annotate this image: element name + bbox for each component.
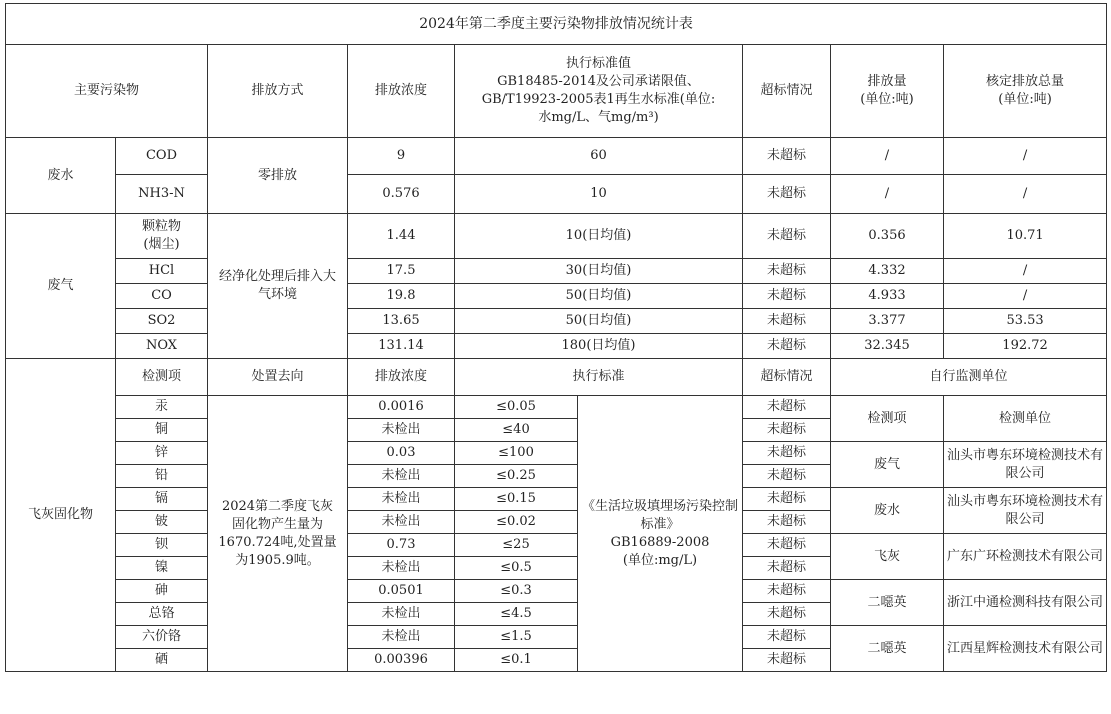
ww-method: 零排放 — [208, 138, 348, 214]
ww-status: 未超标 — [743, 138, 831, 175]
header-concentration: 排放浓度 — [348, 45, 455, 138]
wg-amount: 3.377 — [831, 309, 944, 334]
header-amount: 排放量 (单位:吨) — [831, 45, 944, 138]
fa-item: 总铬 — [116, 603, 208, 626]
fa-item: 六价铬 — [116, 626, 208, 649]
fa-limit: ≤4.5 — [455, 603, 578, 626]
fa-header-exceed: 超标情况 — [743, 359, 831, 396]
header-method: 排放方式 — [208, 45, 348, 138]
wg-total: 10.71 — [944, 214, 1107, 259]
fa-monitor-unit-header: 检测单位 — [944, 396, 1107, 442]
fa-conc: 0.73 — [348, 534, 455, 557]
fa-item: 镉 — [116, 488, 208, 511]
fa-status: 未超标 — [743, 649, 831, 672]
ww-conc: 9 — [348, 138, 455, 175]
wg-method: 经净化处理后排入大气环境 — [208, 214, 348, 359]
fa-conc: 0.0501 — [348, 580, 455, 603]
wg-status: 未超标 — [743, 284, 831, 309]
fa-status: 未超标 — [743, 488, 831, 511]
fa-conc: 未检出 — [348, 557, 455, 580]
fa-monitor-unit: 广东广环检测技术有限公司 — [944, 534, 1107, 580]
wg-item: SO2 — [116, 309, 208, 334]
wg-item: HCl — [116, 259, 208, 284]
fa-item: 铍 — [116, 511, 208, 534]
wg-amount: 4.332 — [831, 259, 944, 284]
fa-status: 未超标 — [743, 419, 831, 442]
fa-limit: ≤0.05 — [455, 396, 578, 419]
fa-item: 汞 — [116, 396, 208, 419]
fa-monitor-item-header: 检测项 — [831, 396, 944, 442]
fa-header-standard: 执行标准 — [455, 359, 743, 396]
fa-conc: 0.03 — [348, 442, 455, 465]
wg-std: 50(日均值) — [455, 284, 743, 309]
fa-conc: 0.0016 — [348, 396, 455, 419]
fa-limit: ≤0.15 — [455, 488, 578, 511]
wg-total: 192.72 — [944, 334, 1107, 359]
fa-conc: 未检出 — [348, 511, 455, 534]
fa-status: 未超标 — [743, 580, 831, 603]
ww-status: 未超标 — [743, 175, 831, 214]
fa-header-disposal: 处置去向 — [208, 359, 348, 396]
wg-status: 未超标 — [743, 259, 831, 284]
ww-item: NH3-N — [116, 175, 208, 214]
wg-std: 50(日均值) — [455, 309, 743, 334]
wg-conc: 17.5 — [348, 259, 455, 284]
fa-limit: ≤1.5 — [455, 626, 578, 649]
fa-monitor-item: 二噁英 — [831, 580, 944, 626]
fa-limit: ≤0.5 — [455, 557, 578, 580]
fa-disposal: 2024第二季度飞灰固化物产生量为1670.724吨,处置量为1905.9吨。 — [208, 396, 348, 672]
category-flyash: 飞灰固化物 — [6, 359, 116, 672]
fa-header-item: 检测项 — [116, 359, 208, 396]
wg-item: CO — [116, 284, 208, 309]
fa-item: 镍 — [116, 557, 208, 580]
fa-item: 硒 — [116, 649, 208, 672]
fa-limit: ≤0.3 — [455, 580, 578, 603]
fa-monitor-unit: 汕头市粤东环境检测技术有限公司 — [944, 442, 1107, 488]
wg-conc: 131.14 — [348, 334, 455, 359]
wg-item: 颗粒物 (烟尘) — [116, 214, 208, 259]
fa-conc: 未检出 — [348, 465, 455, 488]
fa-limit: ≤0.1 — [455, 649, 578, 672]
wg-std: 30(日均值) — [455, 259, 743, 284]
header-pollutant: 主要污染物 — [6, 45, 208, 138]
fa-conc: 未检出 — [348, 488, 455, 511]
fa-status: 未超标 — [743, 557, 831, 580]
fa-limit: ≤40 — [455, 419, 578, 442]
fa-conc: 未检出 — [348, 419, 455, 442]
fa-status: 未超标 — [743, 603, 831, 626]
ww-amount: / — [831, 175, 944, 214]
fa-header-monitor: 自行监测单位 — [831, 359, 1107, 396]
fa-header-conc: 排放浓度 — [348, 359, 455, 396]
wg-total: / — [944, 284, 1107, 309]
wg-conc: 19.8 — [348, 284, 455, 309]
table-title: 2024年第二季度主要污染物排放情况统计表 — [6, 4, 1107, 45]
wg-amount: 4.933 — [831, 284, 944, 309]
fa-item: 铜 — [116, 419, 208, 442]
header-total: 核定排放总量 (单位:吨) — [944, 45, 1107, 138]
fa-status: 未超标 — [743, 534, 831, 557]
fa-item: 砷 — [116, 580, 208, 603]
category-wastegas: 废气 — [6, 214, 116, 359]
fa-limit: ≤100 — [455, 442, 578, 465]
fa-limit: ≤25 — [455, 534, 578, 557]
fa-conc: 0.00396 — [348, 649, 455, 672]
ww-total: / — [944, 138, 1107, 175]
ww-conc: 0.576 — [348, 175, 455, 214]
ww-std: 10 — [455, 175, 743, 214]
ww-item: COD — [116, 138, 208, 175]
fa-monitor-unit: 浙江中通检测科技有限公司 — [944, 580, 1107, 626]
fa-monitor-item: 飞灰 — [831, 534, 944, 580]
header-exceed: 超标情况 — [743, 45, 831, 138]
fa-monitor-item: 二噁英 — [831, 626, 944, 672]
wg-amount: 32.345 — [831, 334, 944, 359]
fa-conc: 未检出 — [348, 626, 455, 649]
fa-item: 铅 — [116, 465, 208, 488]
fa-item: 锌 — [116, 442, 208, 465]
wg-std: 180(日均值) — [455, 334, 743, 359]
header-standard: 执行标准值 GB18485-2014及公司承诺限值、 GB/T19923-2005表1再生水标准(单位: 水mg/L、气mg/m³) — [455, 45, 743, 138]
fa-limit: ≤0.25 — [455, 465, 578, 488]
fa-monitor-item: 废气 — [831, 442, 944, 488]
wg-conc: 13.65 — [348, 309, 455, 334]
ww-amount: / — [831, 138, 944, 175]
ww-total: / — [944, 175, 1107, 214]
fa-monitor-unit: 江西星辉检测技术有限公司 — [944, 626, 1107, 672]
fa-monitor-item: 废水 — [831, 488, 944, 534]
wg-amount: 0.356 — [831, 214, 944, 259]
wg-std: 10(日均值) — [455, 214, 743, 259]
fa-status: 未超标 — [743, 465, 831, 488]
fa-monitor-unit: 汕头市粤东环境检测技术有限公司 — [944, 488, 1107, 534]
fa-conc: 未检出 — [348, 603, 455, 626]
wg-total: 53.53 — [944, 309, 1107, 334]
wg-status: 未超标 — [743, 309, 831, 334]
fa-status: 未超标 — [743, 626, 831, 649]
wg-conc: 1.44 — [348, 214, 455, 259]
ww-std: 60 — [455, 138, 743, 175]
category-wastewater: 废水 — [6, 138, 116, 214]
fa-item: 钡 — [116, 534, 208, 557]
fa-status: 未超标 — [743, 396, 831, 419]
emissions-table — [5, 3, 1107, 672]
fa-limit: ≤0.02 — [455, 511, 578, 534]
fa-standard: 《生活垃圾填埋场污染控制标准》 GB16889-2008 (单位:mg/L) — [578, 396, 743, 672]
fa-status: 未超标 — [743, 511, 831, 534]
wg-item: NOX — [116, 334, 208, 359]
wg-total: / — [944, 259, 1107, 284]
fa-status: 未超标 — [743, 442, 831, 465]
wg-status: 未超标 — [743, 334, 831, 359]
wg-status: 未超标 — [743, 214, 831, 259]
